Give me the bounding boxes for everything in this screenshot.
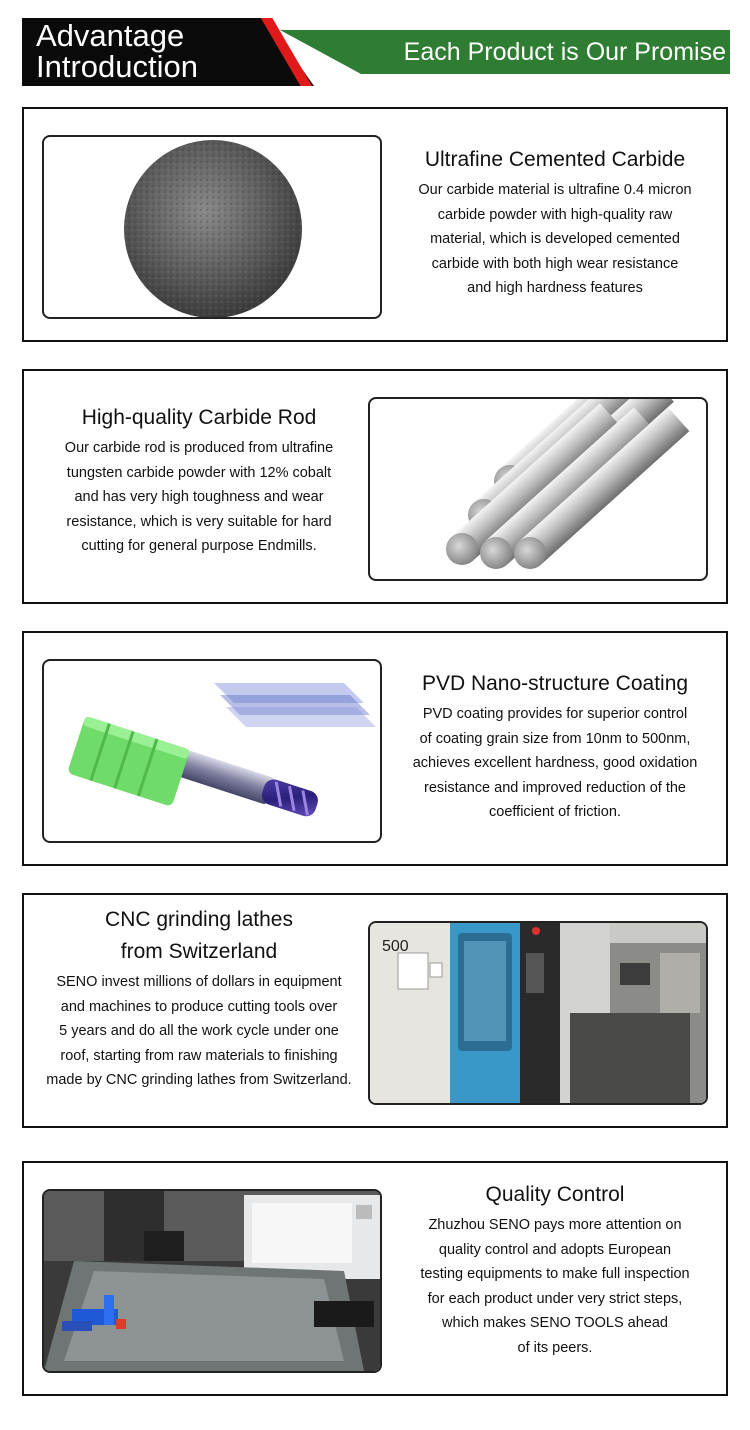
desc-line: 5 years and do all the work cycle under one bbox=[59, 1023, 339, 1040]
desc-line: carbide with both high wear resistance bbox=[431, 255, 679, 272]
desc-line: roof, starting from raw materials to finishing bbox=[60, 1047, 338, 1064]
section-title-line2: from Switzerland bbox=[120, 940, 278, 963]
desc-line: made by CNC grinding lathes from Switzerland. bbox=[46, 1072, 352, 1089]
desc-line: SENO invest millions of dollars in equipment bbox=[56, 974, 342, 990]
desc-line: tungsten carbide powder with 12% cobalt bbox=[66, 464, 332, 481]
section-cnc-grinding bbox=[22, 893, 728, 1128]
carbide-rod-text bbox=[34, 371, 364, 602]
desc-line: of its peers. bbox=[517, 1339, 593, 1356]
desc-line: coefficient of friction. bbox=[489, 804, 621, 821]
header-title-line1: Advantage bbox=[36, 18, 185, 53]
header-banner bbox=[22, 18, 730, 86]
desc-line: Our carbide material is ultrafine 0.4 micron bbox=[418, 182, 692, 198]
section-title: Ultrafine Cemented Carbide bbox=[424, 148, 686, 171]
desc-line: of coating grain size from 10nm to 500nm, bbox=[419, 730, 691, 747]
desc-line: for each product under very strict steps, bbox=[427, 1290, 683, 1307]
desc-line: PVD coating provides for superior control bbox=[422, 706, 688, 722]
desc-line: and has very high toughness and wear bbox=[74, 489, 324, 506]
coated-endmill-image bbox=[42, 659, 382, 843]
section-ultrafine-carbide bbox=[22, 107, 728, 342]
desc-line: achieves excellent hardness, good oxidation bbox=[412, 755, 698, 772]
section-carbide-rod bbox=[22, 369, 728, 604]
desc-line: resistance, which is very suitable for hard bbox=[66, 513, 332, 530]
section-title: High-quality Carbide Rod bbox=[81, 406, 317, 429]
cnc-text bbox=[30, 895, 368, 1126]
desc-line: resistance and improved reduction of the bbox=[424, 779, 686, 796]
section-description bbox=[390, 1213, 720, 1361]
quality-text bbox=[390, 1163, 720, 1394]
machine-label: 500 bbox=[382, 938, 409, 955]
desc-line: quality control and adopts European bbox=[438, 1241, 672, 1258]
cnc-machines-image bbox=[368, 921, 708, 1105]
section-title: Quality Control bbox=[485, 1183, 625, 1206]
section-pvd-coating bbox=[22, 631, 728, 866]
desc-line: carbide powder with high-quality raw bbox=[437, 206, 673, 223]
desc-line: Our carbide rod is produced from ultrafine bbox=[64, 440, 334, 456]
section-description bbox=[390, 702, 720, 825]
inspection-equipment-image bbox=[42, 1189, 382, 1373]
carbide-rods-image bbox=[368, 397, 708, 581]
section-title: PVD Nano-structure Coating bbox=[421, 672, 689, 695]
carbide-powder-image bbox=[42, 135, 382, 319]
desc-line: and machines to produce cutting tools over bbox=[60, 998, 338, 1015]
header-title bbox=[36, 20, 198, 82]
ultrafine-text bbox=[390, 109, 720, 340]
desc-line: and high hardness features bbox=[467, 280, 643, 297]
section-description bbox=[30, 970, 368, 1093]
desc-line: cutting for general purpose Endmills. bbox=[81, 538, 317, 555]
desc-line: which makes SENO TOOLS ahead bbox=[442, 1315, 668, 1332]
header-slogan: Each Product is Our Promise bbox=[403, 38, 726, 66]
section-description bbox=[390, 178, 720, 301]
header-title-line2: Introduction bbox=[36, 49, 198, 84]
section-title-line1: CNC grinding lathes bbox=[105, 908, 293, 931]
desc-line: material, which is developed cemented bbox=[430, 231, 680, 248]
pvd-text bbox=[390, 633, 720, 864]
desc-line: testing equipments to make full inspection bbox=[420, 1266, 690, 1283]
section-description bbox=[34, 436, 364, 559]
section-quality-control bbox=[22, 1161, 728, 1396]
desc-line: Zhuzhou SENO pays more attention on bbox=[428, 1217, 682, 1233]
